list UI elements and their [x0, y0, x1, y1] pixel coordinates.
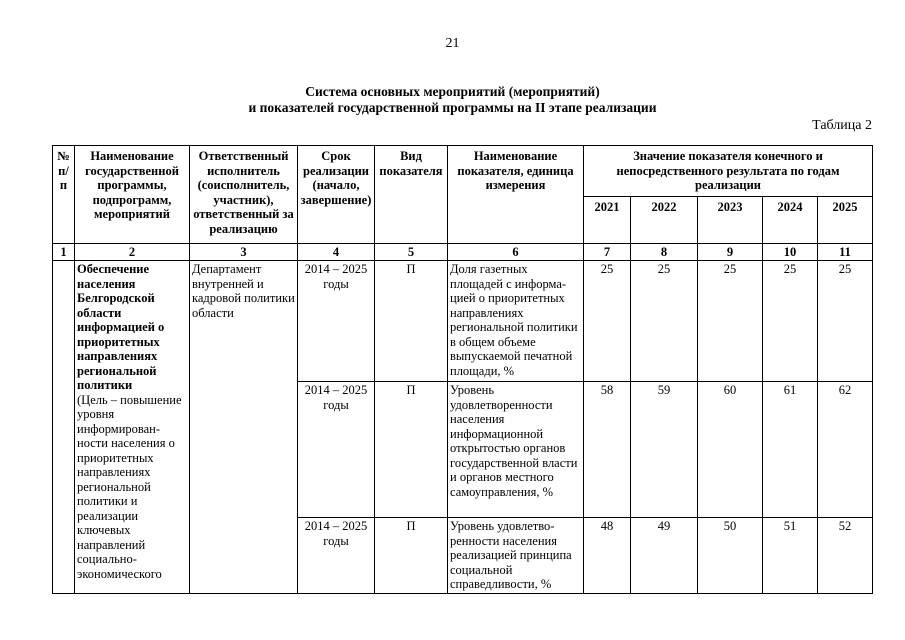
indicator-type: П: [375, 382, 448, 518]
column-number: 5: [375, 243, 448, 261]
column-number: 3: [190, 243, 298, 261]
column-number: 4: [298, 243, 375, 261]
indicator-value: 50: [698, 518, 763, 594]
indicator-value: 49: [631, 518, 698, 594]
column-number: 9: [698, 243, 763, 261]
column-number: 1: [53, 243, 75, 261]
table-row: [53, 261, 873, 382]
indicator-value: 25: [763, 261, 818, 382]
indicator-value: 25: [698, 261, 763, 382]
row-name-bold: Обеспечение населения Белгородской области информацией о приоритетных направлениях региональной политики: [77, 262, 165, 392]
row-num: [53, 261, 75, 594]
header-values-group: Значение показателя конечного и непосредственного результата по годам реализации: [584, 146, 873, 197]
indicator-period: 2014 – 2025 годы: [298, 382, 375, 518]
column-number: 2: [75, 243, 190, 261]
column-number: 7: [584, 243, 631, 261]
indicator-name: Уровень удовлетво-ренности населения реализацией принципа социальной справедливости, %: [448, 518, 584, 594]
indicator-name: Уровень удовлетворенности населения информационной открытостью органов государственной власти и органов местного самоуправления, %: [448, 382, 584, 518]
indicator-type: П: [375, 261, 448, 382]
indicator-value: 48: [584, 518, 631, 594]
indicator-value: 52: [818, 518, 873, 594]
indicator-period: 2014 – 2025 годы: [298, 518, 375, 594]
indicator-value: 25: [584, 261, 631, 382]
header-year: 2022: [631, 196, 698, 243]
row-name-plain: (Цель – повышение уровня информирован-ности населения о приоритетных направлениях региональной политики и реализации ключевых направлений социально-экономического: [77, 392, 182, 581]
column-number: 6: [448, 243, 584, 261]
header-name: Наименование государственной программы, подпрограмм, мероприятий: [75, 146, 190, 244]
indicator-value: 62: [818, 382, 873, 518]
title-line-1: Система основных мероприятий (мероприятий): [305, 84, 600, 99]
document-title: [0, 84, 905, 116]
column-numbers-row: [53, 243, 873, 261]
header-year: 2021: [584, 196, 631, 243]
indicator-value: 61: [763, 382, 818, 518]
table-label: Таблица 2: [812, 118, 872, 133]
header-period: Срок реализации (начало, завершение): [298, 146, 375, 244]
header-year: 2024: [763, 196, 818, 243]
indicators-table: [52, 145, 873, 594]
column-number: 10: [763, 243, 818, 261]
column-number: 11: [818, 243, 873, 261]
indicator-value: 51: [763, 518, 818, 594]
header-num: № п/п: [53, 146, 75, 244]
page-number: 21: [445, 36, 460, 51]
indicator-value: 60: [698, 382, 763, 518]
header-indicator-type: Вид показателя: [375, 146, 448, 244]
indicator-value: 59: [631, 382, 698, 518]
header-year: 2025: [818, 196, 873, 243]
indicator-type: П: [375, 518, 448, 594]
indicator-value: 25: [631, 261, 698, 382]
header-indicator-name: Наименование показателя, единица измерения: [448, 146, 584, 244]
indicator-value: 58: [584, 382, 631, 518]
title-line-2: и показателей государственной программы на II этапе реализации: [248, 100, 657, 115]
row-name: [75, 261, 190, 594]
header-year: 2023: [698, 196, 763, 243]
indicator-period: 2014 – 2025 годы: [298, 261, 375, 382]
header-row: [53, 146, 873, 197]
row-executor: Департамент внутренней и кадровой политики области: [190, 261, 298, 594]
column-number: 8: [631, 243, 698, 261]
indicator-value: 25: [818, 261, 873, 382]
indicator-name: Доля газетных площадей с информа-цией о приоритетных направлениях региональной политики в общем объеме выпускаемой печатной площади, %: [448, 261, 584, 382]
header-executor: Ответственный исполнитель (соисполнитель, участник), ответственный за реализацию: [190, 146, 298, 244]
